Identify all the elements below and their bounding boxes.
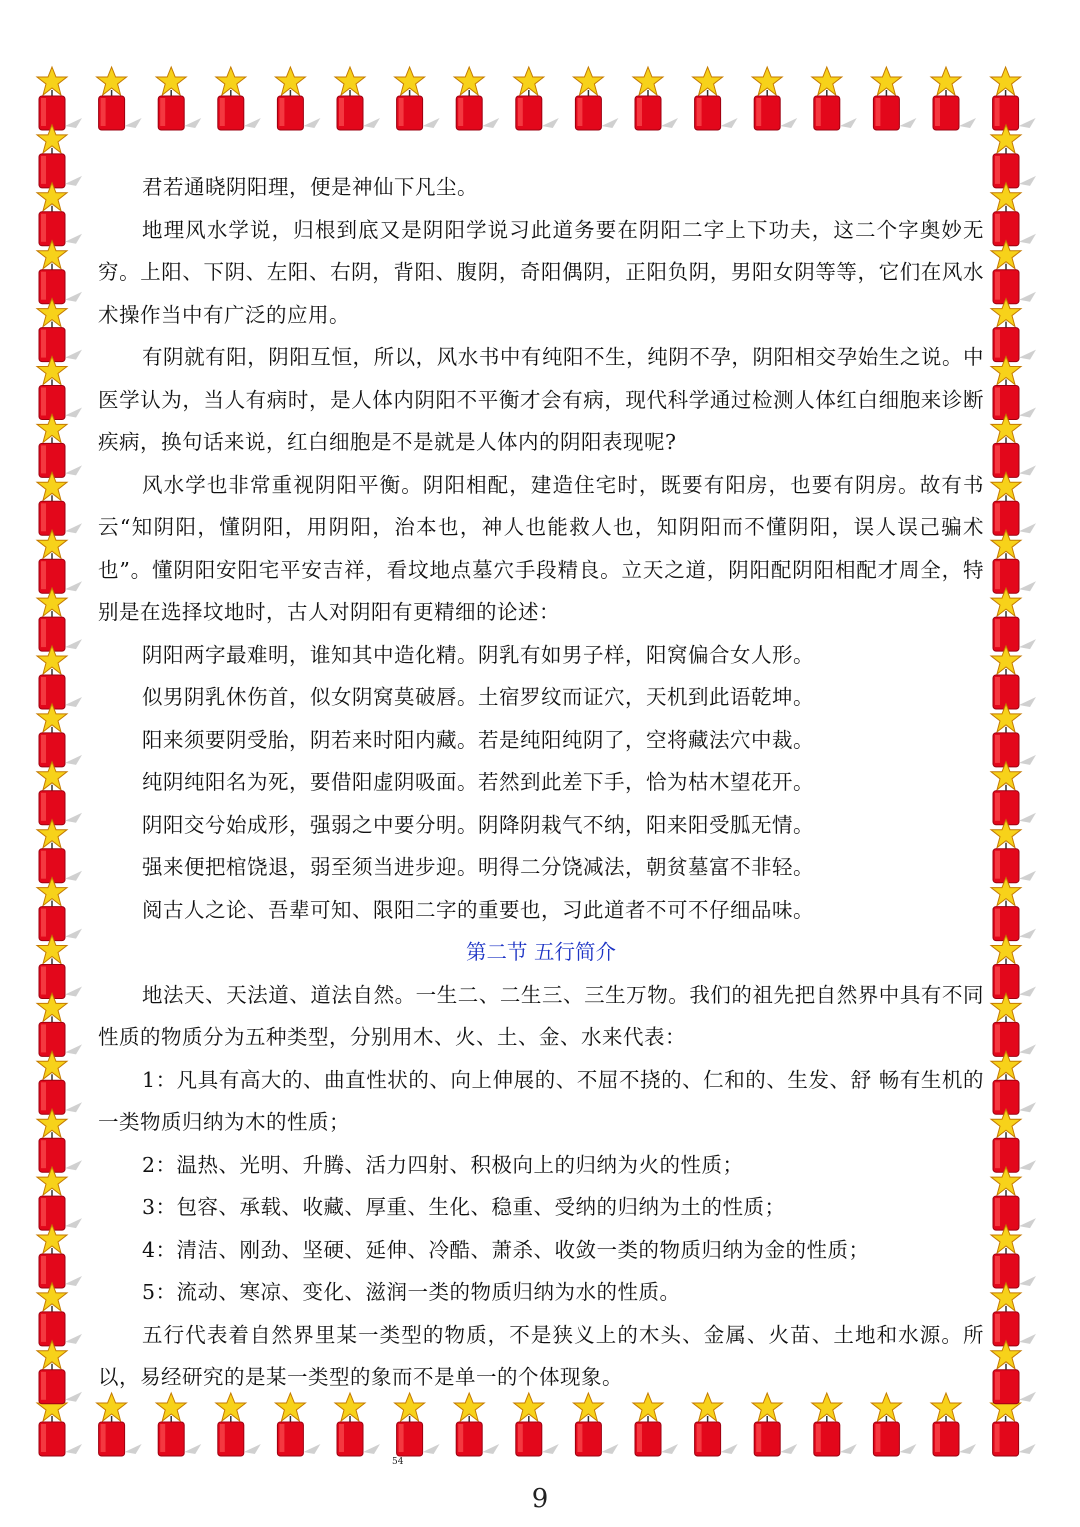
- candle-star-icon: [37, 414, 82, 477]
- candle-star-icon: [37, 472, 82, 535]
- candle-star-icon: [991, 762, 1036, 825]
- candle-star-icon: [37, 993, 82, 1056]
- candle-star-icon: [37, 1167, 82, 1230]
- paragraph: 1：凡具有高大的、曲直性状的、向上伸展的、不屈不挠的、仁和的、生发、舒 畅有生机的一类物质归纳为木的性质；: [98, 1067, 984, 1134]
- candle-star-icon: [97, 67, 142, 130]
- candle-star-icon: [991, 820, 1036, 883]
- candle-star-icon: [275, 67, 320, 130]
- candle-star-icon: [991, 1167, 1036, 1230]
- candle-star-icon: [37, 1283, 82, 1346]
- candle-star-icon: [37, 1051, 82, 1114]
- candle-star-icon: [991, 646, 1036, 709]
- candle-star-icon: [991, 357, 1036, 420]
- candle-star-icon: [633, 67, 678, 130]
- candle-star-icon: [37, 125, 82, 188]
- section-heading: 第二节 五行简介: [465, 940, 617, 964]
- candle-star-icon: [335, 1393, 380, 1456]
- candle-star-icon: [216, 67, 261, 130]
- candle-star-icon: [991, 299, 1036, 362]
- candle-star-icon: [991, 125, 1036, 188]
- candle-star-icon: [37, 820, 82, 883]
- paragraph: 阅古人之论、吾辈可知、限阳二字的重要也，习此道者不可不仔细品味。: [142, 897, 814, 922]
- candle-star-icon: [991, 67, 1036, 130]
- candle-star-icon: [812, 67, 857, 130]
- paragraph: 阴阳交兮始成形，强弱之中要分明。阴降阴栽气不纳，阳来阳受胍无情。: [142, 812, 814, 837]
- candle-star-icon: [454, 67, 499, 130]
- candle-star-icon: [97, 1393, 142, 1456]
- candle-star-icon: [991, 588, 1036, 651]
- candle-star-icon: [514, 1393, 559, 1456]
- candle-star-icon: [37, 704, 82, 767]
- candle-star-icon: [37, 1341, 82, 1404]
- candle-star-icon: [37, 530, 82, 593]
- candle-star-icon: [37, 878, 82, 941]
- paragraph: 2：温热、光明、升腾、活力四射、积极向上的归纳为火的性质；: [142, 1152, 744, 1177]
- candle-star-icon: [991, 936, 1036, 999]
- candle-star-icon: [37, 299, 82, 362]
- candle-star-icon: [752, 67, 797, 130]
- candle-star-icon: [37, 646, 82, 709]
- candle-star-icon: [693, 67, 738, 130]
- candle-star-icon: [991, 704, 1036, 767]
- paragraph: 似男阴乳休伤首，似女阴窝莫破唇。土宿罗纹而证穴，天机到此语乾坤。: [142, 685, 814, 709]
- candle-star-icon: [693, 1393, 738, 1456]
- candle-star-icon: [37, 1225, 82, 1288]
- candle-star-icon: [991, 183, 1036, 246]
- paragraph: 五行代表着自然界里某一类型的物质，不是狭义上的木头、金属、火苗、土地和水源。所以，易经研究的是某一类型的象而不是单一的个体现象。: [98, 1322, 984, 1389]
- candle-star-icon: [275, 1393, 320, 1456]
- candle-star-icon: [991, 241, 1036, 304]
- candle-star-icon: [931, 1393, 976, 1456]
- candle-star-icon: [216, 1393, 261, 1456]
- candle-star-icon: [991, 878, 1036, 941]
- candle-star-icon: [335, 67, 380, 130]
- paragraph: 5：流动、寒凉、变化、滋润一类的物质归纳为水的性质。: [142, 1280, 681, 1304]
- candle-star-icon: [454, 1393, 499, 1456]
- candle-star-icon: [573, 67, 618, 130]
- candle-star-icon: [991, 1283, 1036, 1346]
- candle-star-icon: [156, 1393, 201, 1456]
- paragraph: 有阴就有阳，阴阳互恒，所以，风水书中有纯阳不生，纯阴不孕，阴阳相交孕始生之说。中医学认为，当人有病时，是人体内阴阳不平衡才会有病，现代科学通过检测人体红白细胞来诊断疾病，换句话来说，红白细胞是不是就是人体内的阴阳表现呢?: [98, 345, 984, 454]
- page-number: 9: [531, 1484, 549, 1514]
- candle-star-icon: [395, 67, 440, 130]
- candle-star-icon: [37, 67, 82, 130]
- page-number-small: 54: [392, 1457, 404, 1467]
- candle-star-icon: [573, 1393, 618, 1456]
- candle-star-icon: [991, 1341, 1036, 1404]
- candle-star-icon: [812, 1393, 857, 1456]
- candle-star-icon: [395, 1393, 440, 1456]
- candle-star-icon: [37, 1109, 82, 1172]
- candle-star-icon: [991, 1051, 1036, 1114]
- paragraph: 阳来须要阴受胎，阴若来时阳内藏。若是纯阳纯阴了，空将藏法穴中裁。: [142, 727, 814, 752]
- candle-star-icon: [931, 67, 976, 130]
- candle-star-icon: [37, 936, 82, 999]
- paragraph: 君若通晓阴阳理，便是神仙下凡尘。: [142, 175, 478, 199]
- candle-star-icon: [156, 67, 201, 130]
- paragraph: 地法天、天法道、道法自然。一生二、二生三、三生万物。我们的祖先把自然界中具有不同性质的物质分为五种类型，分别用木、火、土、金、水来代表：: [98, 982, 984, 1049]
- candle-star-icon: [633, 1393, 678, 1456]
- paragraph: 风水学也非常重视阴阳平衡。阴阳相配，建造住宅时，既要有阳房，也要有阴房。故有书云“知阴阳，懂阴阳，用阴阳，治本也，神人也能救人也，知阴阳而不懂阴阳，误人误己骗术也”。懂阴阳安阳宅平安吉祥，看坟地点墓穴手段精良。立天之道，阴阳配阴阳相配才周全，特别是在选择坟地时，古人对阴阳有更精细的论述：: [98, 472, 984, 624]
- candle-star-icon: [991, 993, 1036, 1056]
- candle-star-icon: [37, 357, 82, 420]
- candle-star-icon: [37, 241, 82, 304]
- document-body: [98, 166, 984, 1399]
- candle-star-icon: [37, 588, 82, 651]
- paragraph: 地理风水学说，归根到底又是阴阳学说习此道务要在阴阳二字上下功夫，这二个字奥妙无穷。上阳、下阴、左阳、右阴，背阳、腹阴，奇阳偶阴，正阳负阴，男阳女阴等等，它们在风水术操作当中有广泛的应用。: [98, 217, 984, 327]
- paragraph: 阴阳两字最难明，谁知其中造化精。阴乳有如男子样，阳窝偏合女人形。: [142, 642, 814, 667]
- candle-star-icon: [991, 472, 1036, 535]
- candle-star-icon: [991, 1225, 1036, 1288]
- candle-star-icon: [37, 762, 82, 825]
- paragraph: 3：包容、承载、收藏、厚重、生化、稳重、受纳的归纳为土的性质；: [142, 1195, 786, 1219]
- paragraph: 纯阴纯阳名为死，要借阳虚阴吸面。若然到此差下手，恰为枯木望花开。: [142, 770, 814, 794]
- paragraph: 4：清洁、刚劲、坚硬、延伸、冷酷、萧杀、收敛一类的物质归纳为金的性质；: [142, 1237, 870, 1262]
- candle-star-icon: [37, 183, 82, 246]
- candle-star-icon: [991, 530, 1036, 593]
- candle-star-icon: [991, 414, 1036, 477]
- candle-star-icon: [871, 67, 916, 130]
- candle-star-icon: [871, 1393, 916, 1456]
- paragraph: 强来便把棺饶退，弱至须当进步迎。明得二分饶减法，朝贫墓富不非轻。: [142, 855, 814, 879]
- candle-star-icon: [514, 67, 559, 130]
- candle-star-icon: [991, 1109, 1036, 1172]
- candle-star-icon: [752, 1393, 797, 1456]
